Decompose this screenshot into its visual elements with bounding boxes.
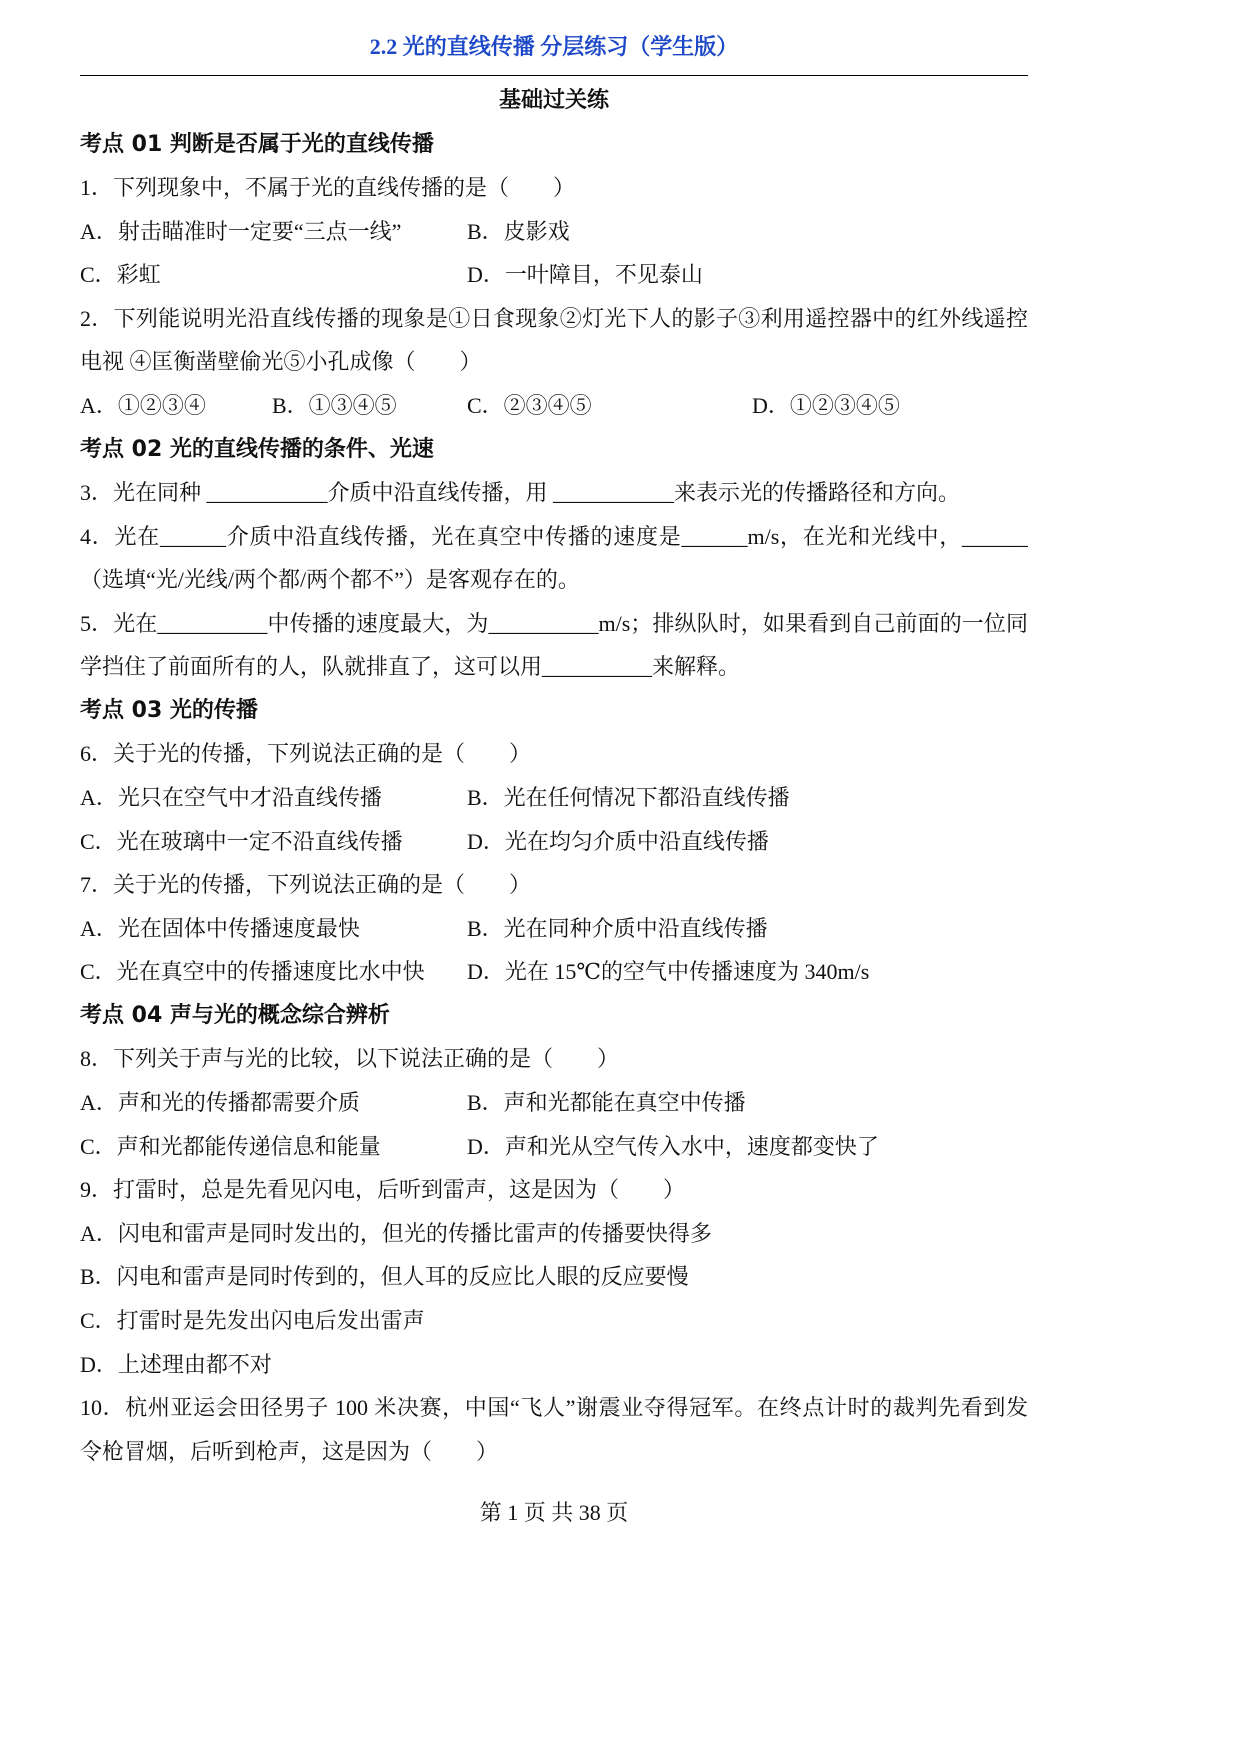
question-1-option-a: A．射击瞄准时一定要“三点一线” xyxy=(80,219,402,244)
question-1-option-d: D．一叶障目，不见泰山 xyxy=(467,262,703,287)
question-2-stem-line-1: 2．下列能说明光沿直线传播的现象是①日食现象②灯光下人的影子③利用遥控器中的红外线遥控 xyxy=(80,306,1028,331)
question-2-option-d: D．①②③④⑤ xyxy=(752,393,900,418)
question-7-stem: 7．关于光的传播，下列说法正确的是（ ） xyxy=(80,872,532,897)
question-7-option-c: C．光在真空中的传播速度比水中快 xyxy=(80,959,425,984)
question-9-stem: 9．打雷时，总是先看见闪电，后听到雷声，这是因为（ ） xyxy=(80,1177,686,1202)
question-5-stem-line-2: 学挡住了前面所有的人，队就排直了，这可以用__________来解释。 xyxy=(80,654,741,679)
question-8-option-d: D．声和光从空气传入水中，速度都变快了 xyxy=(467,1134,879,1159)
question-9-option-c: C．打雷时是先发出闪电后发出雷声 xyxy=(80,1308,425,1333)
question-8-option-c: C．声和光都能传递信息和能量 xyxy=(80,1134,381,1159)
question-8-option-b: B．声和光都能在真空中传播 xyxy=(467,1090,746,1115)
question-8-stem: 8．下列关于声与光的比较，以下说法正确的是（ ） xyxy=(80,1046,620,1071)
question-1-option-c: C．彩虹 xyxy=(80,262,161,287)
question-3-stem: 3．光在同种 ___________介质中沿直线传播，用 ___________来表示光的传播路径和方向。 xyxy=(80,480,961,505)
header-divider xyxy=(80,75,1028,76)
page-title: 2.2 光的直线传播 分层练习（学生版） xyxy=(369,34,739,59)
topic-heading-02: 考点 02 光的直线传播的条件、光速 xyxy=(80,437,434,462)
question-10-stem-line-2: 令枪冒烟，后听到枪声，这是因为（ ） xyxy=(80,1439,499,1464)
page-footer: 第 1 页 共 38 页 xyxy=(479,1500,629,1525)
topic-heading-04: 考点 04 声与光的概念综合辨析 xyxy=(80,1003,390,1028)
question-6-option-a: A．光只在空气中才沿直线传播 xyxy=(80,785,382,810)
question-9-option-b: B．闪电和雷声是同时传到的，但人耳的反应比人眼的反应要慢 xyxy=(80,1264,689,1289)
question-2-stem-line-2: 电视 ④匡衡凿壁偷光⑤小孔成像（ ） xyxy=(80,349,482,374)
question-1-option-b: B．皮影戏 xyxy=(467,219,570,244)
topic-heading-03: 考点 03 光的传播 xyxy=(80,698,258,723)
question-6-option-d: D．光在均匀介质中沿直线传播 xyxy=(467,829,769,854)
question-2-option-a: A．①②③④ xyxy=(80,393,206,418)
question-1-stem: 1．下列现象中，不属于光的直线传播的是（ ） xyxy=(80,175,576,200)
question-9-option-a: A．闪电和雷声是同时发出的，但光的传播比雷声的传播要快得多 xyxy=(80,1221,712,1246)
question-5-stem-line-1: 5．光在__________中传播的速度最大，为__________m/s；排纵队时，如果看到自己前面的一位同 xyxy=(80,611,1028,636)
question-2-option-b: B．①③④⑤ xyxy=(272,393,397,418)
question-7-option-d: D．光在 15℃的空气中传播速度为 340m/s xyxy=(467,959,870,984)
topic-heading-01: 考点 01 判断是否属于光的直线传播 xyxy=(80,132,434,157)
question-2-option-c: C．②③④⑤ xyxy=(467,393,592,418)
question-9-option-d: D．上述理由都不对 xyxy=(80,1352,272,1377)
question-6-option-b: B．光在任何情况下都沿直线传播 xyxy=(467,785,790,810)
question-10-stem-line-1: 10．杭州亚运会田径男子 100 米决赛，中国“飞人”谢震业夺得冠军。在终点计时的裁判先看到发 xyxy=(80,1395,1028,1420)
question-4-stem-line-2: （选填“光/光线/两个都/两个都不”）是客观存在的。 xyxy=(80,567,580,592)
question-6-stem: 6．关于光的传播，下列说法正确的是（ ） xyxy=(80,741,532,766)
question-7-option-a: A．光在固体中传播速度最快 xyxy=(80,916,360,941)
question-4-stem-line-1: 4．光在______介质中沿直线传播，光在真空中传播的速度是______m/s，在光和光线中，______ xyxy=(80,524,1028,549)
question-6-option-c: C．光在玻璃中一定不沿直线传播 xyxy=(80,829,403,854)
question-7-option-b: B．光在同种介质中沿直线传播 xyxy=(467,916,768,941)
section-title: 基础过关练 xyxy=(498,88,609,113)
question-8-option-a: A．声和光的传播都需要介质 xyxy=(80,1090,360,1115)
